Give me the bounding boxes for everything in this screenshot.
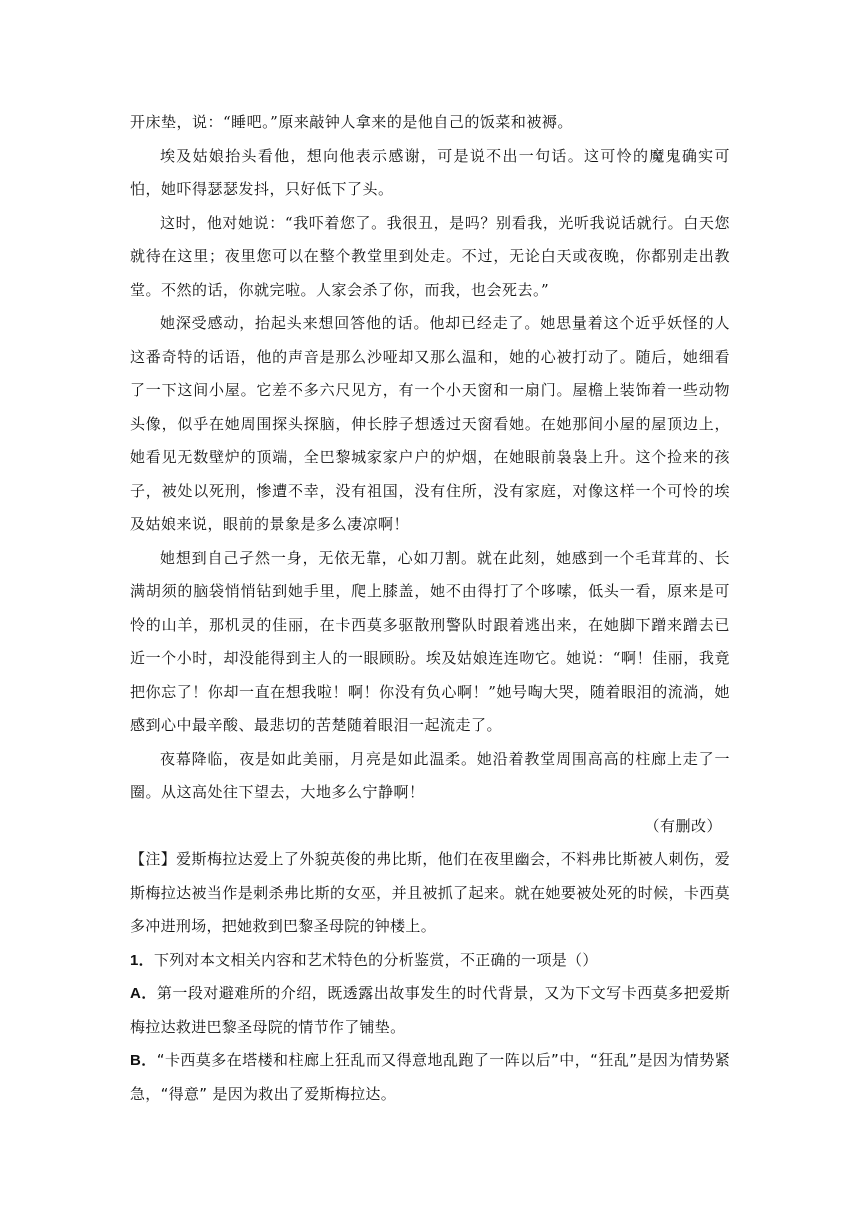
annotation-label: 【注】 [130, 850, 177, 868]
option-a-text: 第一段对避难所的介绍，既透露出故事发生的时代背景，又为下文写卡西莫多把爱斯梅拉达救进巴黎圣母院的情节作了铺垫。 [130, 984, 730, 1036]
source-note: （有删改） [644, 816, 722, 835]
option-b-text: “卡西莫多在塔楼和柱廊上狂乱而又得意地乱跑了一阵以后”中，“狂乱”是因为情势紧急，“得意” 是因为救出了爱斯梅拉达。 [130, 1051, 730, 1103]
passage-paragraph-1: 开床垫，说：“睡吧。”原来敲钟人拿来的是他自己的饭菜和被褥。 [130, 113, 573, 131]
option-a-letter: A． [130, 985, 157, 1002]
passage-paragraph-3: 这时，他对她说：“我吓着您了。我很丑，是吗？别看我，光听我说话就行。白天您就待在这里；夜里您可以在整个教堂里到处走。不过，无论白天或夜晚，你都别走出教堂。不然的话，你就完啦。人家会杀了你，而我，也会死去。” [130, 213, 730, 299]
annotation-note [130, 843, 730, 944]
annotation-text: 爱斯梅拉达爱上了外貌英俊的弗比斯，他们在夜里幽会，不料弗比斯被人刺伤，爱斯梅拉达被当作是刺杀弗比斯的女巫，并且被抓了起来。就在她要被处死的时候，卡西莫多冲进刑场，把她救到巴黎圣母院的钟楼上。 [130, 850, 730, 935]
passage-paragraph-6: 夜幕降临，夜是如此美丽，月亮是如此温柔。她沿着教堂周围高高的柱廊上走了一圈。从这高处往下望去，大地多么宁静啊！ [130, 749, 730, 801]
passage-paragraph-5: 她想到自己孑然一身，无依无靠，心如刀割。就在此刻，她感到一个毛茸茸的、长满胡须的脑袋悄悄钻到她手里，爬上膝盖，她不由得打了个哆嗦，低头一看，原来是可怜的山羊，那机灵的佳丽，在卡西莫多驱散刑警队时跟着逃出来，在她脚下蹭来蹭去已近一个小时，却没能得到主人的一眼顾盼。埃及姑娘连连吻它。她说：“啊！佳丽，我竟把你忘了！你却一直在想我啦！啊！你没有负心啊！”她号啕大哭，随着眼泪的流淌，她感到心中最辛酸、最悲切的苦楚随着眼泪一起流走了。 [130, 548, 730, 734]
option-b-letter: B． [130, 1052, 157, 1069]
question-stem [130, 944, 730, 978]
passage-paragraph-2: 埃及姑娘抬头看他，想向他表示感谢，可是说不出一句话。这可怜的魔鬼确实可怕，她吓得瑟瑟发抖，只好低下了头。 [130, 146, 730, 198]
passage-paragraph-4: 她深受感动，抬起头来想回答他的话。他却已经走了。她思量着这个近乎妖怪的人这番奇特的话语，他的声音是那么沙哑却又那么温和，她的心被打动了。随后，她细看了一下这间小屋。它差不多六尺见方，有一个小天窗和一扇门。屋檐上装饰着一些动物头像，似乎在她周围探头探脑，伸长脖子想透过天窗看她。在她那间小屋的屋顶边上，她看见无数壁炉的顶端，全巴黎城家家户户的炉烟，在她眼前袅袅上升。这个捡来的孩子，被处以死刑，惨遭不幸，没有祖国，没有住所，没有家庭，对像这样一个可怜的埃及姑娘来说，眼前的景象是多么凄凉啊！ [130, 314, 730, 533]
question-text: 下列对本文相关内容和艺术特色的分析鉴赏，不正确的一项是（） [153, 950, 598, 969]
document-page [130, 106, 730, 1111]
option-a [130, 977, 730, 1044]
option-b [130, 1044, 730, 1111]
question-number: 1． [130, 951, 154, 969]
